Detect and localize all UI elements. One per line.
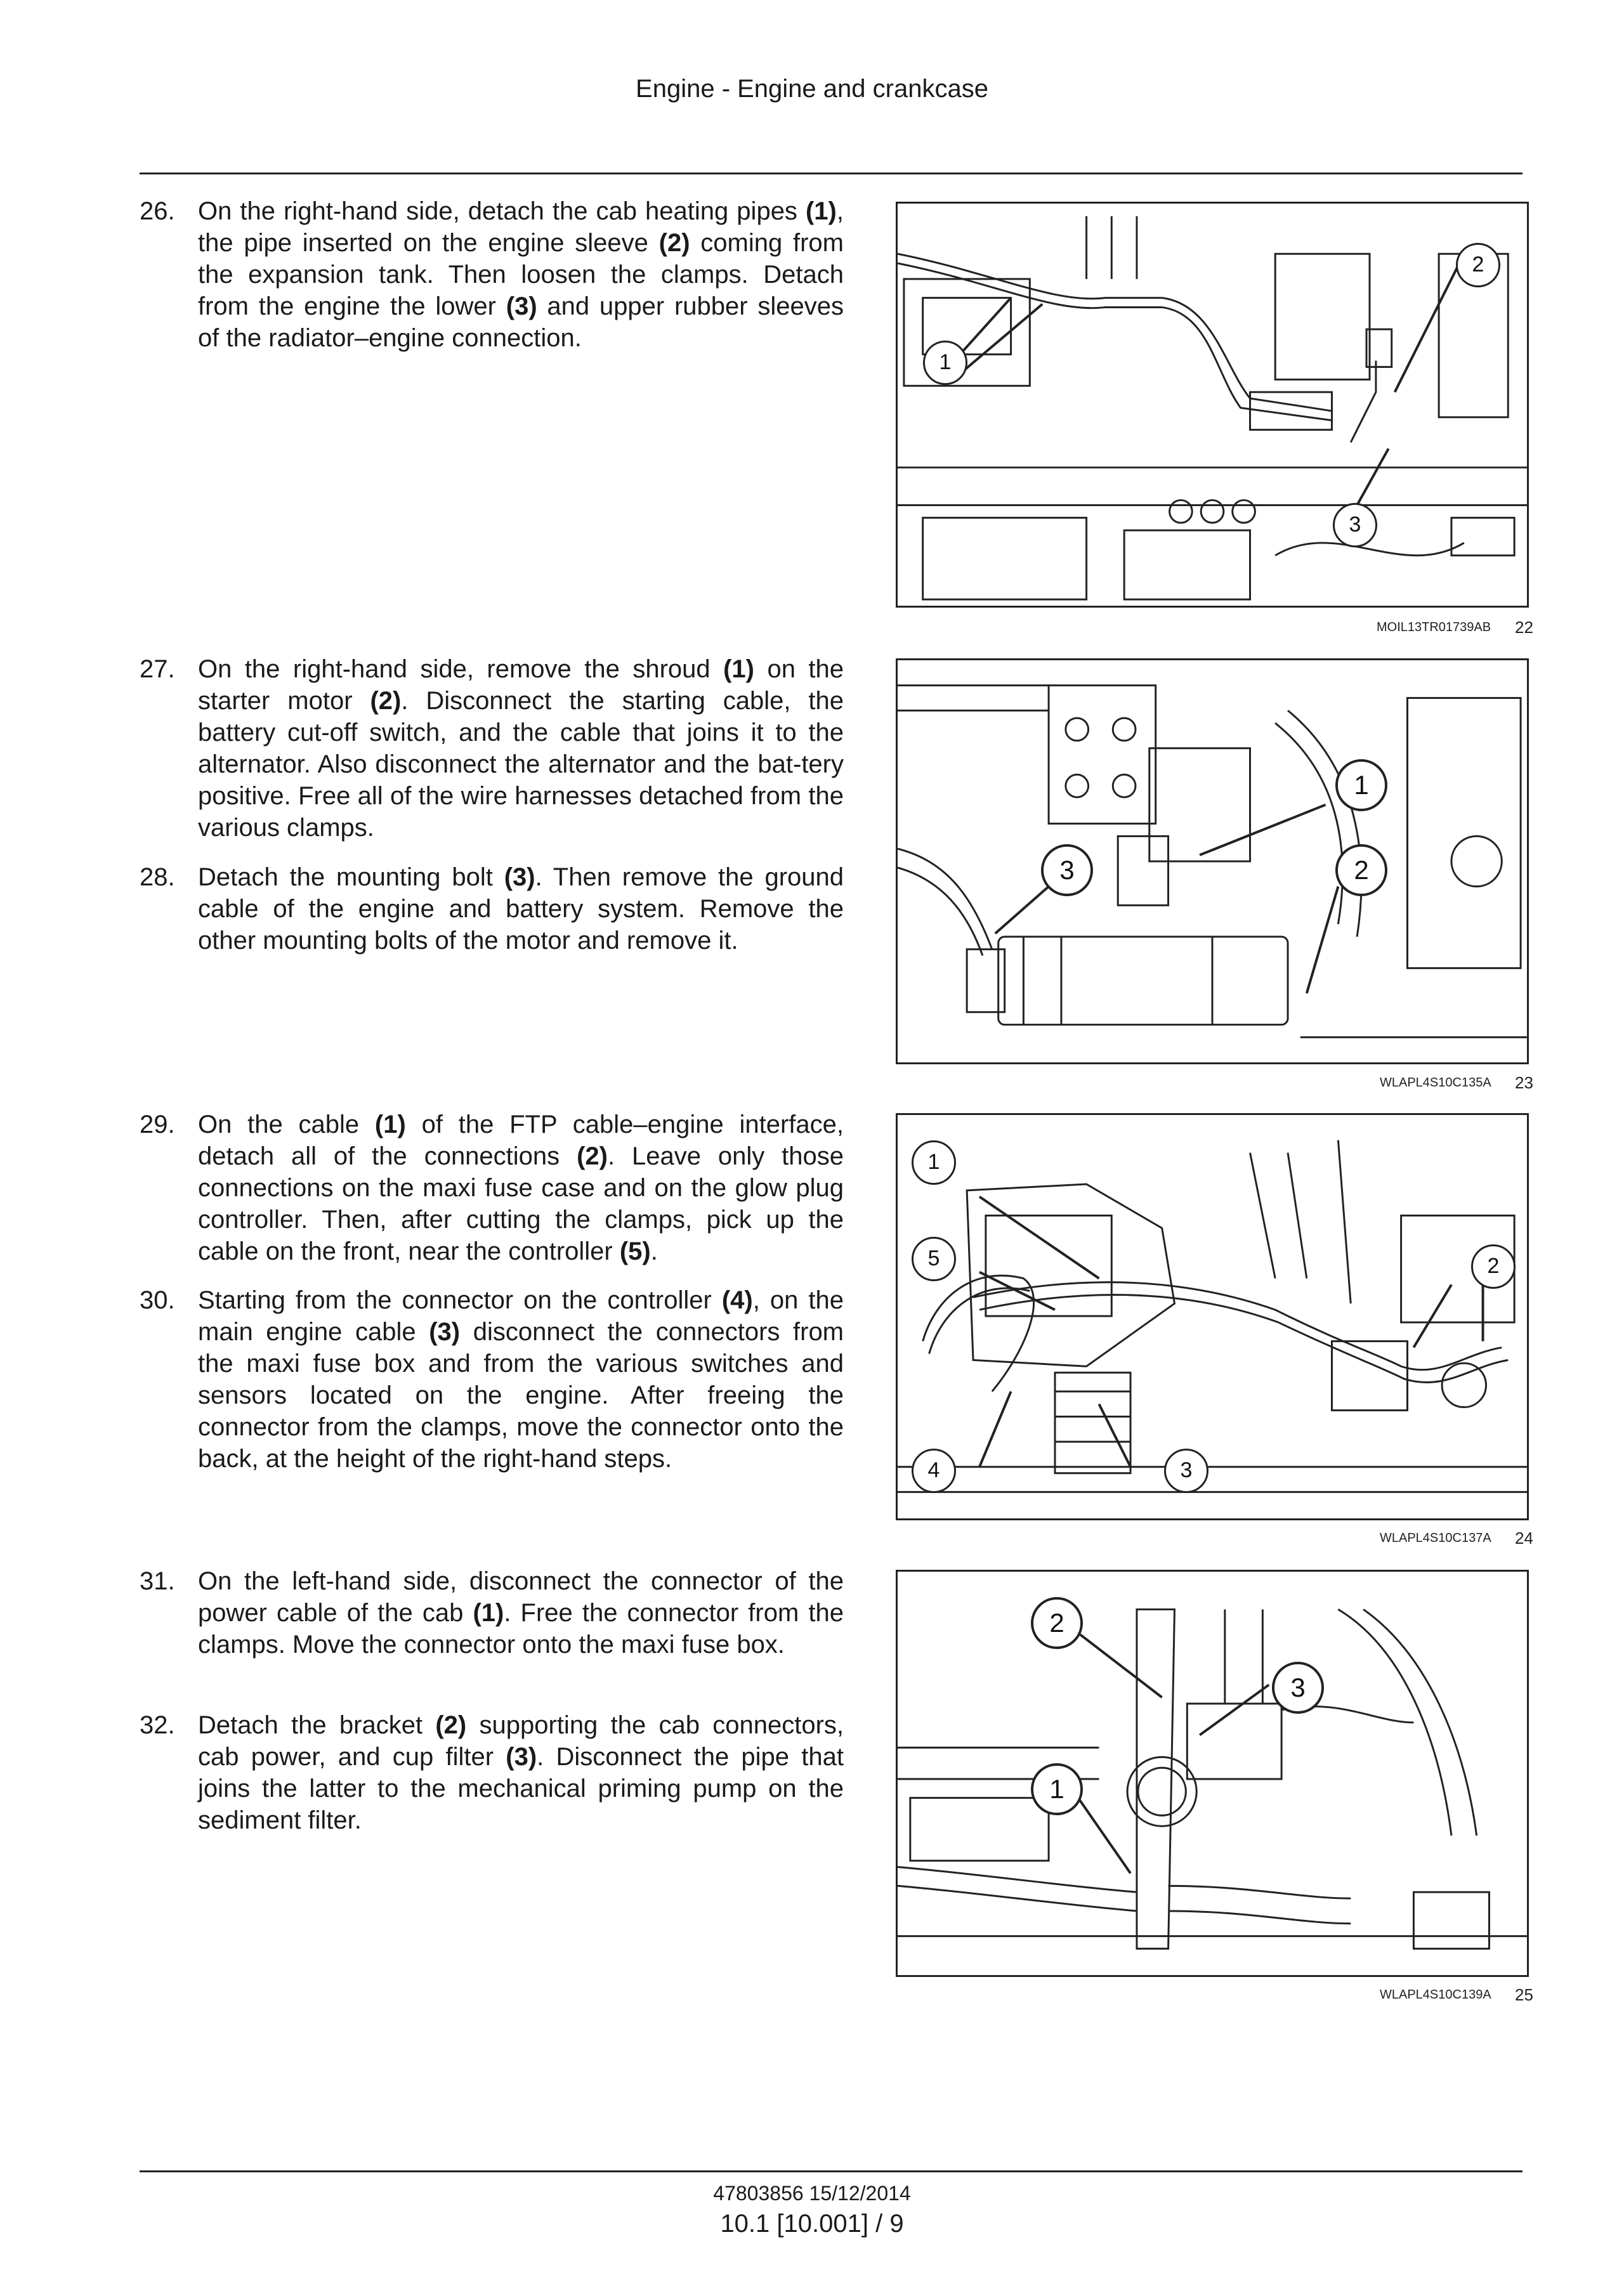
- footer-page-number: 10.1 [10.001] / 9: [720, 2210, 904, 2238]
- callout-3: 3: [1272, 1662, 1324, 1714]
- figure-24-code: WLAPL4S10C137A: [1380, 1531, 1491, 1545]
- running-header: Engine - Engine and crankcase: [636, 75, 988, 103]
- step-30: [140, 1284, 844, 1475]
- step-text: On the right-hand side, remove the shroud (1) on the starter motor (2). Disconnect the starting cable, the battery cut-off switch, and the cable that joins it to the alternator. Also disconnect the alternator and the bat-tery positive. Free all of the wire harnesses detached from the various clamps.: [198, 655, 844, 842]
- step-text: Detach the bracket (2) supporting the cab connectors, cab power, and cup filter (3). Disconnect the pipe that joins the latter to the mechanical priming pump on the sediment filter.: [198, 1711, 844, 1834]
- figure-25-number: 25: [1515, 1985, 1533, 2004]
- figure-23-code: WLAPL4S10C135A: [1380, 1076, 1491, 1090]
- footer-doc-code: 47803856 15/12/2014: [713, 2182, 911, 2205]
- figure-23-number: 23: [1515, 1073, 1533, 1092]
- step-26: [140, 195, 844, 354]
- step-number: 31.: [140, 1567, 175, 1595]
- callout-1: 1: [1335, 759, 1387, 811]
- step-text: On the left-hand side, disconnect the connector of the power cable of the cab (1). Free the connector from the clamps. Move the connector onto the maxi fuse box.: [198, 1567, 844, 1659]
- step-number: 30.: [140, 1286, 175, 1314]
- figure-25-code: WLAPL4S10C139A: [1380, 1988, 1491, 2002]
- callout-3: 3: [1041, 844, 1093, 896]
- callout-1: 1: [923, 341, 967, 385]
- step-31: [140, 1565, 844, 1660]
- callout-2: 2: [1471, 1244, 1516, 1289]
- step-text: On the cable (1) of the FTP cable–engine interface, detach all of the connections (2). Leave only those connections on the maxi fuse case and on the glow plug controller. Then, after cutting the clamps, pick up the cable on the front, near the controller (5).: [198, 1111, 844, 1265]
- figure-23-illustration: [896, 658, 1529, 1064]
- callout-2: 2: [1456, 243, 1500, 287]
- step-29: [140, 1109, 844, 1267]
- step-number: 27.: [140, 655, 175, 683]
- step-number: 32.: [140, 1711, 175, 1739]
- step-number: 26.: [140, 197, 175, 225]
- figure-25-illustration: [896, 1570, 1529, 1977]
- callout-3: 3: [1164, 1449, 1208, 1493]
- figure-24-number: 24: [1515, 1529, 1533, 1548]
- callout-1: 1: [1031, 1763, 1083, 1815]
- callout-2: 2: [1031, 1597, 1083, 1649]
- step-28: [140, 861, 844, 956]
- figure-24-illustration: [896, 1113, 1529, 1520]
- step-27: [140, 653, 844, 844]
- step-number: 28.: [140, 863, 175, 891]
- callout-2: 2: [1335, 844, 1387, 896]
- callout-3: 3: [1333, 503, 1377, 547]
- step-text: Detach the mounting bolt (3). Then remove the ground cable of the engine and battery system. Remove the other mounting bolts of the motor and remove it.: [198, 863, 844, 955]
- callout-4: 4: [912, 1449, 956, 1493]
- header-rule: [140, 173, 1522, 174]
- step-number: 29.: [140, 1111, 175, 1138]
- step-32: [140, 1709, 844, 1836]
- step-text: Starting from the connector on the controller (4), on the main engine cable (3) disconnect the connectors from the maxi fuse box and from the various switches and sensors located on the engine. After freeing the connector from the clamps, move the connector onto the back, at the height of the right-hand steps.: [198, 1286, 844, 1473]
- footer-rule: [140, 2170, 1522, 2172]
- step-text: On the right-hand side, detach the cab heating pipes (1), the pipe inserted on the engine sleeve (2) coming from the expansion tank. Then loosen the clamps. Detach from the engine the lower (3) and upper rubber sleeves of the radiator–engine connection.: [198, 197, 844, 352]
- callout-1: 1: [912, 1140, 956, 1185]
- callout-5: 5: [912, 1237, 956, 1281]
- figure-22-number: 22: [1515, 618, 1533, 637]
- figure-22-code: MOIL13TR01739AB: [1377, 620, 1491, 634]
- figure-22-illustration: [896, 202, 1529, 608]
